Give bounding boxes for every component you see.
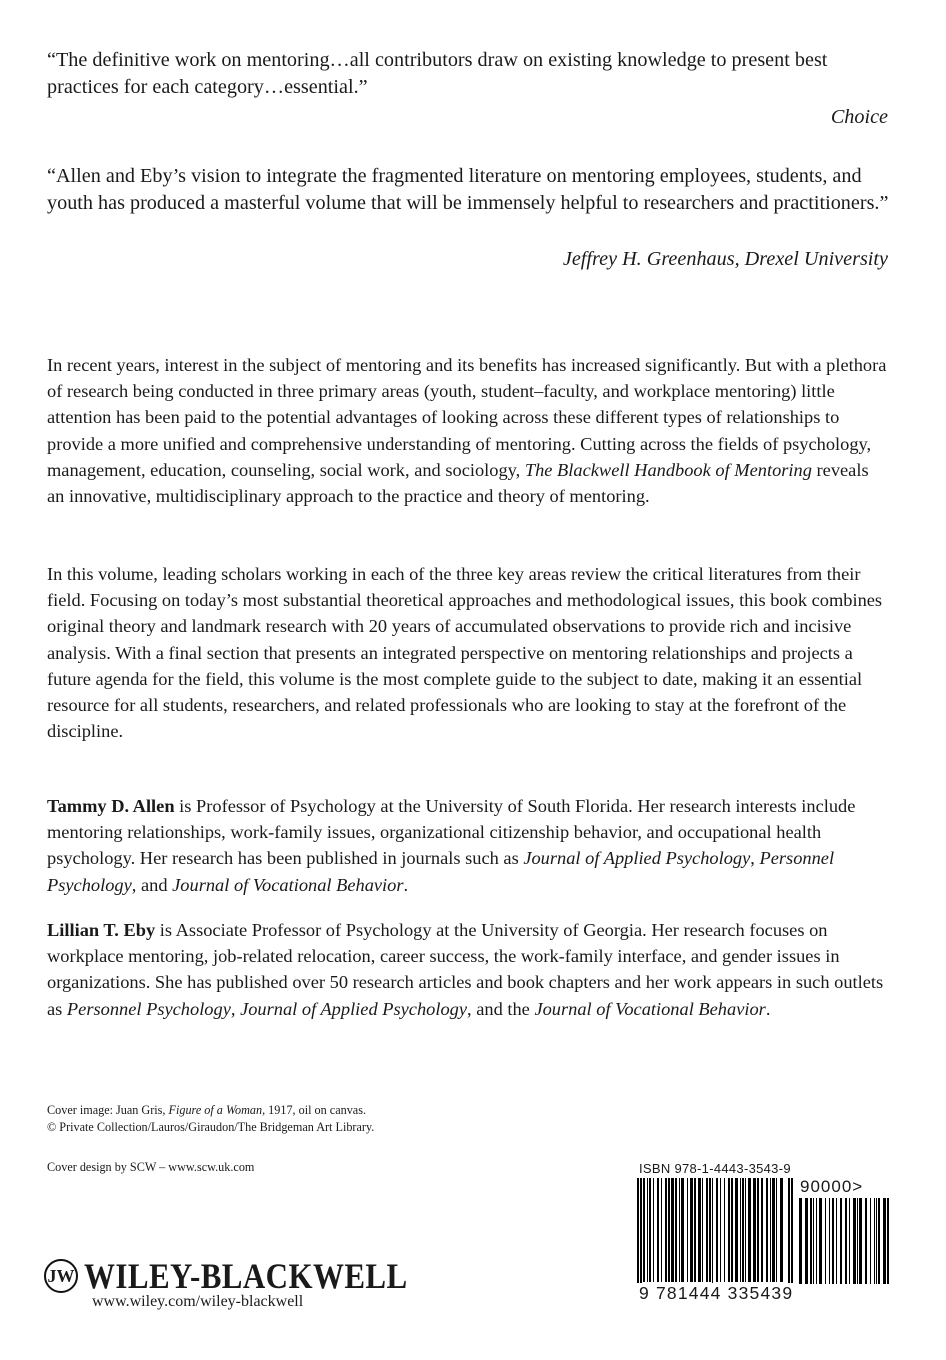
barcode-bar bbox=[712, 1178, 713, 1290]
barcode-bar bbox=[832, 1198, 834, 1284]
barcode-bar bbox=[694, 1178, 696, 1282]
barcode-bar bbox=[870, 1198, 871, 1284]
barcode-bar bbox=[883, 1198, 886, 1284]
review-quote-1: “The definitive work on mentoring…all contributors draw on existing knowledge to present best practices for each category…essential.” bbox=[47, 49, 828, 98]
barcode-bar bbox=[742, 1178, 744, 1282]
barcode-bar bbox=[819, 1198, 822, 1284]
barcode-bar bbox=[681, 1178, 684, 1282]
barcode-bar bbox=[716, 1178, 718, 1282]
barcode-bar bbox=[770, 1178, 771, 1282]
barcode-bar bbox=[702, 1178, 703, 1282]
barcode-bar bbox=[757, 1178, 759, 1282]
description-paragraph-2: In this volume, leading scholars working in each of the three key areas review the critical literatures from their field. Focusing on today’s most substantial theoretical approaches and methodological issues, this book combines original theory and landmark research with 20 years of accumulated observations to provide rich and incisive analysis. With a final section that presents an integrated perspective on mentoring relationships and projects a future agenda for the field, this volume is the most complete guide to the subject to date, making it an essential resource for all students, researchers, and related professionals who are looking to stay at the forefront of the discipline. bbox=[47, 564, 883, 742]
publisher-logo bbox=[44, 1256, 460, 1296]
publisher-name: WILEY-BLACKWELL bbox=[84, 1256, 408, 1296]
barcode-bar bbox=[753, 1178, 756, 1282]
barcode-bar bbox=[788, 1178, 790, 1290]
barcode-bar bbox=[731, 1178, 733, 1282]
barcode-addon-digits: 90000> bbox=[800, 1177, 864, 1196]
barcode-bar bbox=[647, 1178, 648, 1282]
barcode-bar bbox=[813, 1198, 814, 1284]
barcode-bar bbox=[829, 1198, 830, 1284]
barcode-bar bbox=[637, 1178, 639, 1290]
barcode-bar bbox=[745, 1178, 746, 1282]
cover-image-credit: Cover image: Juan Gris, Figure of a Woman, 1917, oil on canvas. bbox=[47, 1103, 366, 1117]
barcode-bar bbox=[766, 1178, 768, 1282]
review-quote-2: “Allen and Eby’s vision to integrate the fragmented literature on mentoring employees, students, and youth has produced a masterful volume that will be immensely helpful to researchers and practitioners.” bbox=[47, 165, 889, 214]
barcode-bar bbox=[709, 1178, 711, 1282]
barcode-bar bbox=[657, 1178, 659, 1282]
barcode-bar bbox=[810, 1198, 812, 1284]
barcode-bar bbox=[825, 1198, 826, 1284]
review-source-2: Jeffrey H. Greenhaus, Drexel University bbox=[562, 248, 888, 270]
barcode-bar bbox=[675, 1178, 677, 1282]
barcode-bar bbox=[640, 1178, 642, 1290]
barcode-bar bbox=[859, 1198, 862, 1284]
barcode-bar bbox=[679, 1178, 680, 1282]
barcode-bar bbox=[706, 1178, 708, 1282]
barcode-bar bbox=[845, 1198, 847, 1284]
barcode-bar bbox=[836, 1198, 837, 1284]
barcode-bar bbox=[687, 1178, 688, 1282]
barcode-bar bbox=[761, 1178, 763, 1282]
barcode-bar bbox=[849, 1198, 850, 1284]
cover-design-credit: Cover design by SCW – www.scw.uk.com bbox=[47, 1160, 255, 1174]
barcode-bar bbox=[748, 1178, 751, 1282]
isbn-label: ISBN 978-1-4443-3543-9 bbox=[639, 1161, 791, 1176]
barcode-bar bbox=[876, 1198, 877, 1284]
author-name: Tammy D. Allen bbox=[47, 796, 175, 816]
barcode-bar bbox=[661, 1178, 662, 1282]
barcode-bar bbox=[649, 1178, 651, 1282]
barcode-bar bbox=[643, 1178, 645, 1282]
author-bio-allen: Tammy D. Allen is Professor of Psychology at the University of South Florida. Her research interests include mentoring relationships, work-family issues, organizational citizenship behavior, and occupational health psychology. Her research has been published in journals such as Journal of Applied Psychology, Personnel Psychology, and Journal of Vocational Behavior. bbox=[47, 796, 856, 895]
description-paragraph-1: In recent years, interest in the subject of mentoring and its benefits has increased significantly. But with a plethora of research being conducted in three primary areas (youth, student–faculty, and workplace mentoring) little attention has been paid to the potential advantages of looking across these different types of relationships to provide a more unified and comprehensive understanding of mentoring. Cutting across the fields of psychology, management, education, counseling, social work, and sociology, The Blackwell Handbook of Mentoring reveals an innovative, multidisciplinary approach to the practice and theory of mentoring. bbox=[47, 355, 887, 507]
barcode-ean-digits: 9 781444 335439 bbox=[639, 1283, 794, 1303]
book-title: The Blackwell Handbook of Mentoring bbox=[524, 459, 812, 480]
barcode-bar bbox=[776, 1178, 777, 1282]
barcode-bar bbox=[671, 1178, 674, 1282]
wiley-logo-mark-icon: JW bbox=[44, 1259, 78, 1293]
barcode-bar bbox=[816, 1198, 817, 1284]
barcode-bar bbox=[668, 1178, 670, 1282]
barcode-bar bbox=[874, 1198, 875, 1284]
barcode-bar bbox=[791, 1178, 793, 1290]
barcode-bar bbox=[853, 1198, 856, 1284]
barcode-bar bbox=[720, 1178, 721, 1282]
author-bio-eby: Lillian T. Eby is Associate Professor of Psychology at the University of Georgia. Her research focuses on workplace mentoring, job-related relocation, career success, the work-family interface, and gender issues in organizations. She has published over 50 research articles and book chapters and her work appears in such outlets as Personnel Psychology, Journal of Applied Psychology, and the Journal of Vocational Behavior. bbox=[47, 920, 884, 1019]
barcode-bar bbox=[735, 1178, 738, 1282]
barcode-bar bbox=[799, 1198, 802, 1284]
barcode-bar bbox=[698, 1178, 701, 1282]
barcode-bar bbox=[740, 1178, 741, 1282]
barcode-bar bbox=[840, 1198, 842, 1284]
barcode-bar bbox=[724, 1178, 725, 1282]
publisher-url[interactable]: www.wiley.com/wiley-blackwell bbox=[92, 1293, 304, 1310]
barcode-bar bbox=[772, 1178, 775, 1282]
barcode-bar bbox=[653, 1178, 654, 1282]
barcode-bar bbox=[665, 1178, 667, 1282]
barcode-bar bbox=[887, 1198, 889, 1284]
author-name: Lillian T. Eby bbox=[47, 920, 156, 940]
copyright-credit: © Private Collection/Lauros/Giraudon/The Bridgeman Art Library. bbox=[47, 1120, 375, 1134]
barcode-bar bbox=[878, 1198, 880, 1284]
barcode-bar bbox=[728, 1178, 730, 1282]
barcode-bar bbox=[865, 1198, 867, 1284]
barcode-bar bbox=[780, 1178, 783, 1282]
barcode-bar bbox=[857, 1198, 858, 1284]
review-source-1: Choice bbox=[830, 106, 888, 128]
barcode-bar bbox=[690, 1178, 693, 1282]
barcode-bar bbox=[805, 1198, 808, 1284]
